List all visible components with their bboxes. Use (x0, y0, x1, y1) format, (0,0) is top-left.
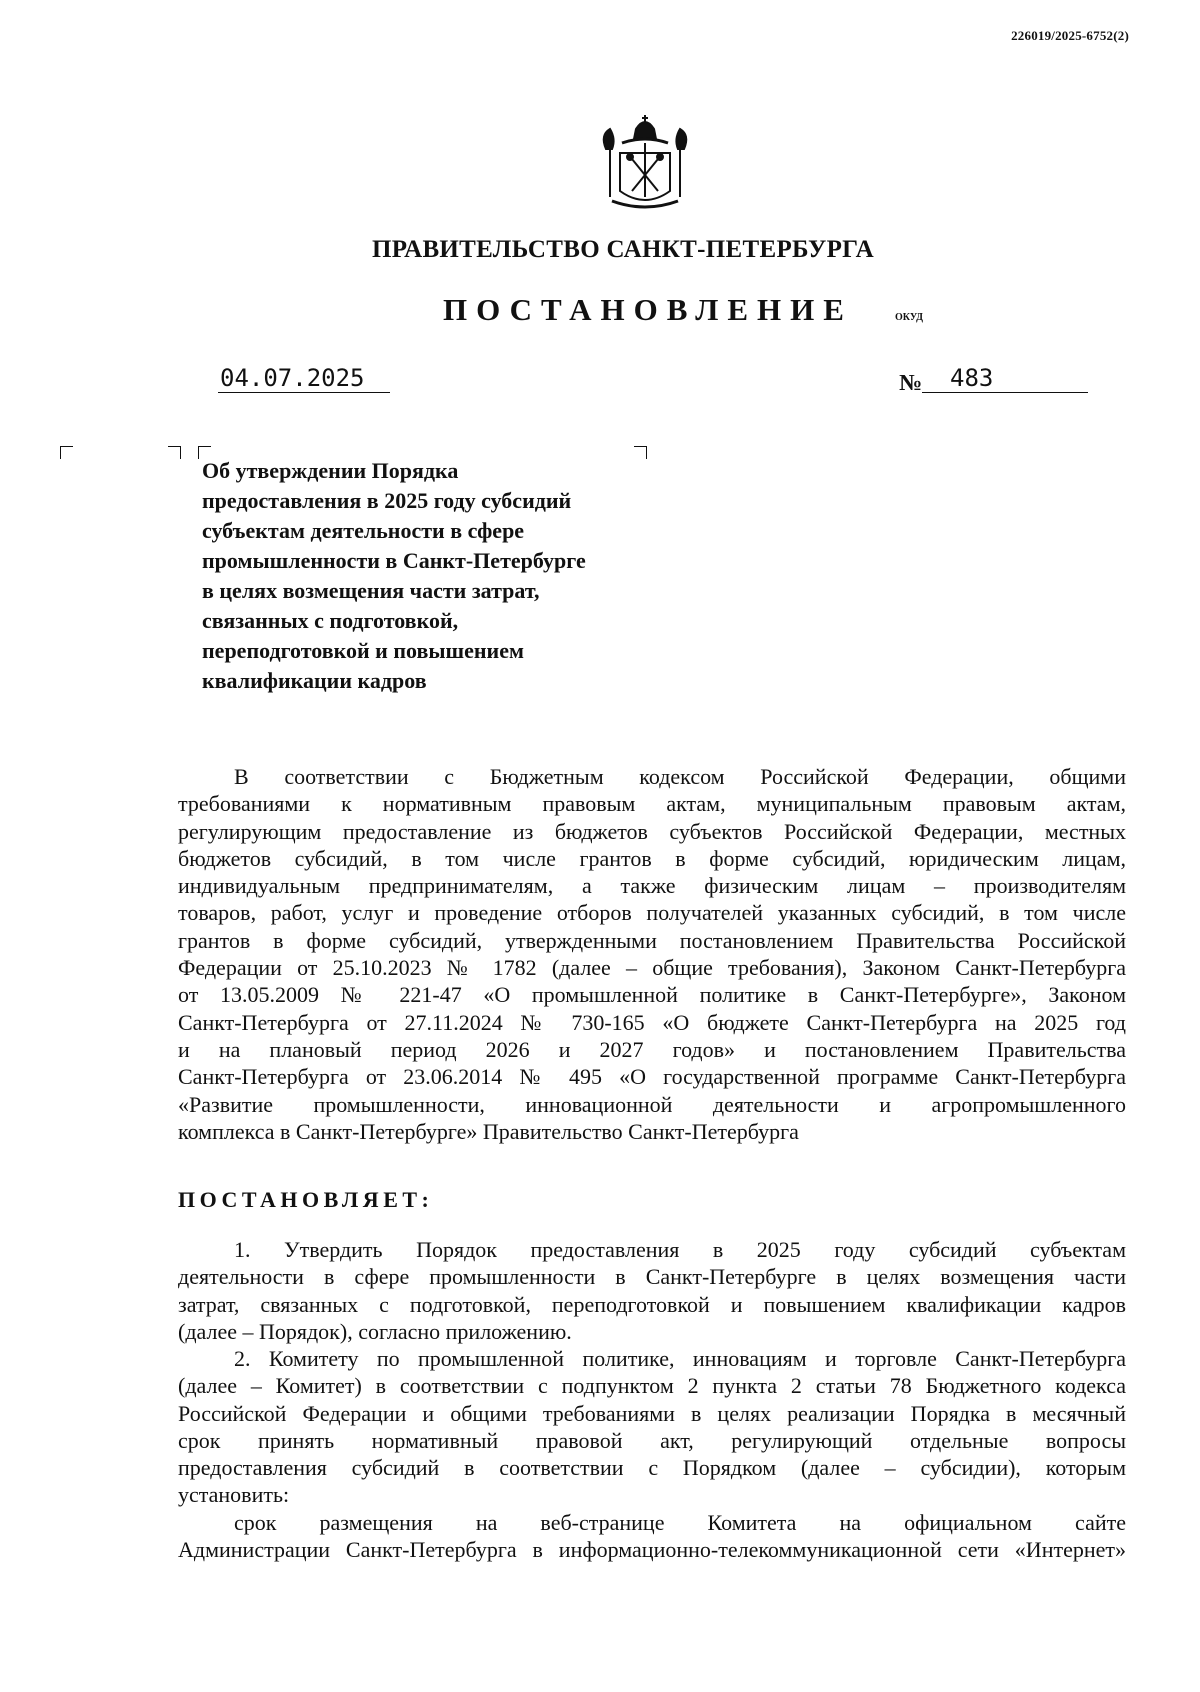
text-line: Российской Федерации и общими требованиями в целях реализации Порядка в месячный (178, 1400, 1126, 1426)
corner-mark (634, 446, 647, 459)
government-name: ПРАВИТЕЛЬСТВО САНКТ-ПЕТЕРБУРГА (371, 236, 875, 263)
item-2-paragraph (178, 1345, 1126, 1509)
text-line: от 13.05.2009 № 221-47 «О промышленной политике в Санкт-Петербурге», Законом (178, 982, 1126, 1008)
preamble-paragraph (178, 763, 1126, 1145)
corner-mark (60, 446, 73, 459)
text-line: (далее – Комитет) в соответствии с подпунктом 2 пункта 2 статьи 78 Бюджетного кодекса (178, 1373, 1126, 1399)
text-line: бюджетов субсидий, в том числе грантов в форме субсидий, юридическим лицам, (178, 845, 1126, 871)
text-line: (далее – Порядок), согласно приложению. (178, 1318, 572, 1344)
number-sign: № (899, 370, 923, 395)
document-date: 04.07.2025 (218, 364, 390, 393)
title-line: промышленности в Санкт-Петербурге (202, 548, 586, 573)
text-line: требованиями к нормативным правовым актам, муниципальным правовым актам, (178, 791, 1126, 817)
corner-mark (168, 446, 181, 459)
text-line: 1. Утвердить Порядок предоставления в 2025 году субсидий субъектам (234, 1237, 1126, 1262)
title-line: переподготовкой и повышением (202, 638, 524, 663)
text-line: Администрации Санкт-Петербурга в информационно-телекоммуникационной сети «Интернет» (178, 1537, 1126, 1563)
document-id: 226019/2025-6752(2) (1011, 28, 1129, 43)
resolve-heading: ПОСТАНОВЛЯЕТ: (178, 1187, 434, 1212)
text-line: Санкт-Петербурга от 27.11.2024 № 730-165 «О бюджете Санкт-Петербурга на 2025 год (178, 1009, 1126, 1035)
text-line: срок принять нормативный правовой акт, регулирующий отдельные вопросы (178, 1427, 1126, 1453)
text-line: товаров, работ, услуг и проведение отборов получателей указанных субсидий, в том числе (178, 900, 1126, 926)
text-line: комплекса в Санкт-Петербурге» Правительство Санкт-Петербурга (178, 1118, 799, 1144)
text-line: грантов в форме субсидий, утвержденными постановлением Правительства Российской (178, 927, 1126, 953)
title-line: предоставления в 2025 году субсидий (202, 488, 572, 513)
text-line: затрат, связанных с подготовкой, переподготовкой и повышением квалификации кадров (178, 1291, 1126, 1317)
title-line: квалификации кадров (202, 668, 427, 693)
document-title (202, 456, 586, 696)
text-line: деятельности в сфере промышленности в Санкт-Петербурге в целях возмещения части (178, 1264, 1126, 1290)
document-number: 483 (922, 364, 1088, 393)
text-line: Санкт-Петербурга от 23.06.2014 № 495 «О государственной программе Санкт-Петербурга (178, 1064, 1126, 1090)
document-type: ПОСТАНОВЛЕНИЕ (443, 292, 853, 327)
text-line: срок размещения на веб-странице Комитета на официальном сайте (234, 1510, 1126, 1535)
item-1-paragraph (178, 1236, 1126, 1345)
okud-label: ОКУД (895, 312, 924, 323)
text-line: и на плановый период 2026 и 2027 годов» и постановлением Правительства (178, 1036, 1126, 1062)
coat-of-arms-emblem (592, 113, 698, 213)
item-2-continuation (178, 1509, 1126, 1564)
text-line: В соответствии с Бюджетным кодексом Российской Федерации, общими (234, 764, 1126, 789)
title-line: связанных с подготовкой, (202, 608, 459, 633)
title-line: в целях возмещения части затрат, (202, 578, 540, 603)
text-line: предоставления субсидий в соответствии с Порядком (далее – субсидии), которым (178, 1455, 1126, 1481)
title-line: субъектам деятельности в сфере (202, 518, 525, 543)
text-line: «Развитие промышленности, инновационной деятельности и агропромышленного (178, 1091, 1126, 1117)
text-line: Федерации от 25.10.2023 № 1782 (далее – общие требования), Законом Санкт-Петербурга (178, 955, 1126, 981)
text-line: 2. Комитету по промышленной политике, инновациям и торговле Санкт-Петербурга (234, 1346, 1126, 1371)
text-line: установить: (178, 1482, 290, 1508)
text-line: индивидуальным предпринимателям, а также физическим лицам – производителям (178, 873, 1126, 899)
text-line: регулирующим предоставление из бюджетов субъектов Российской Федерации, местных (178, 818, 1126, 844)
title-line: Об утверждении Порядка (202, 458, 459, 483)
